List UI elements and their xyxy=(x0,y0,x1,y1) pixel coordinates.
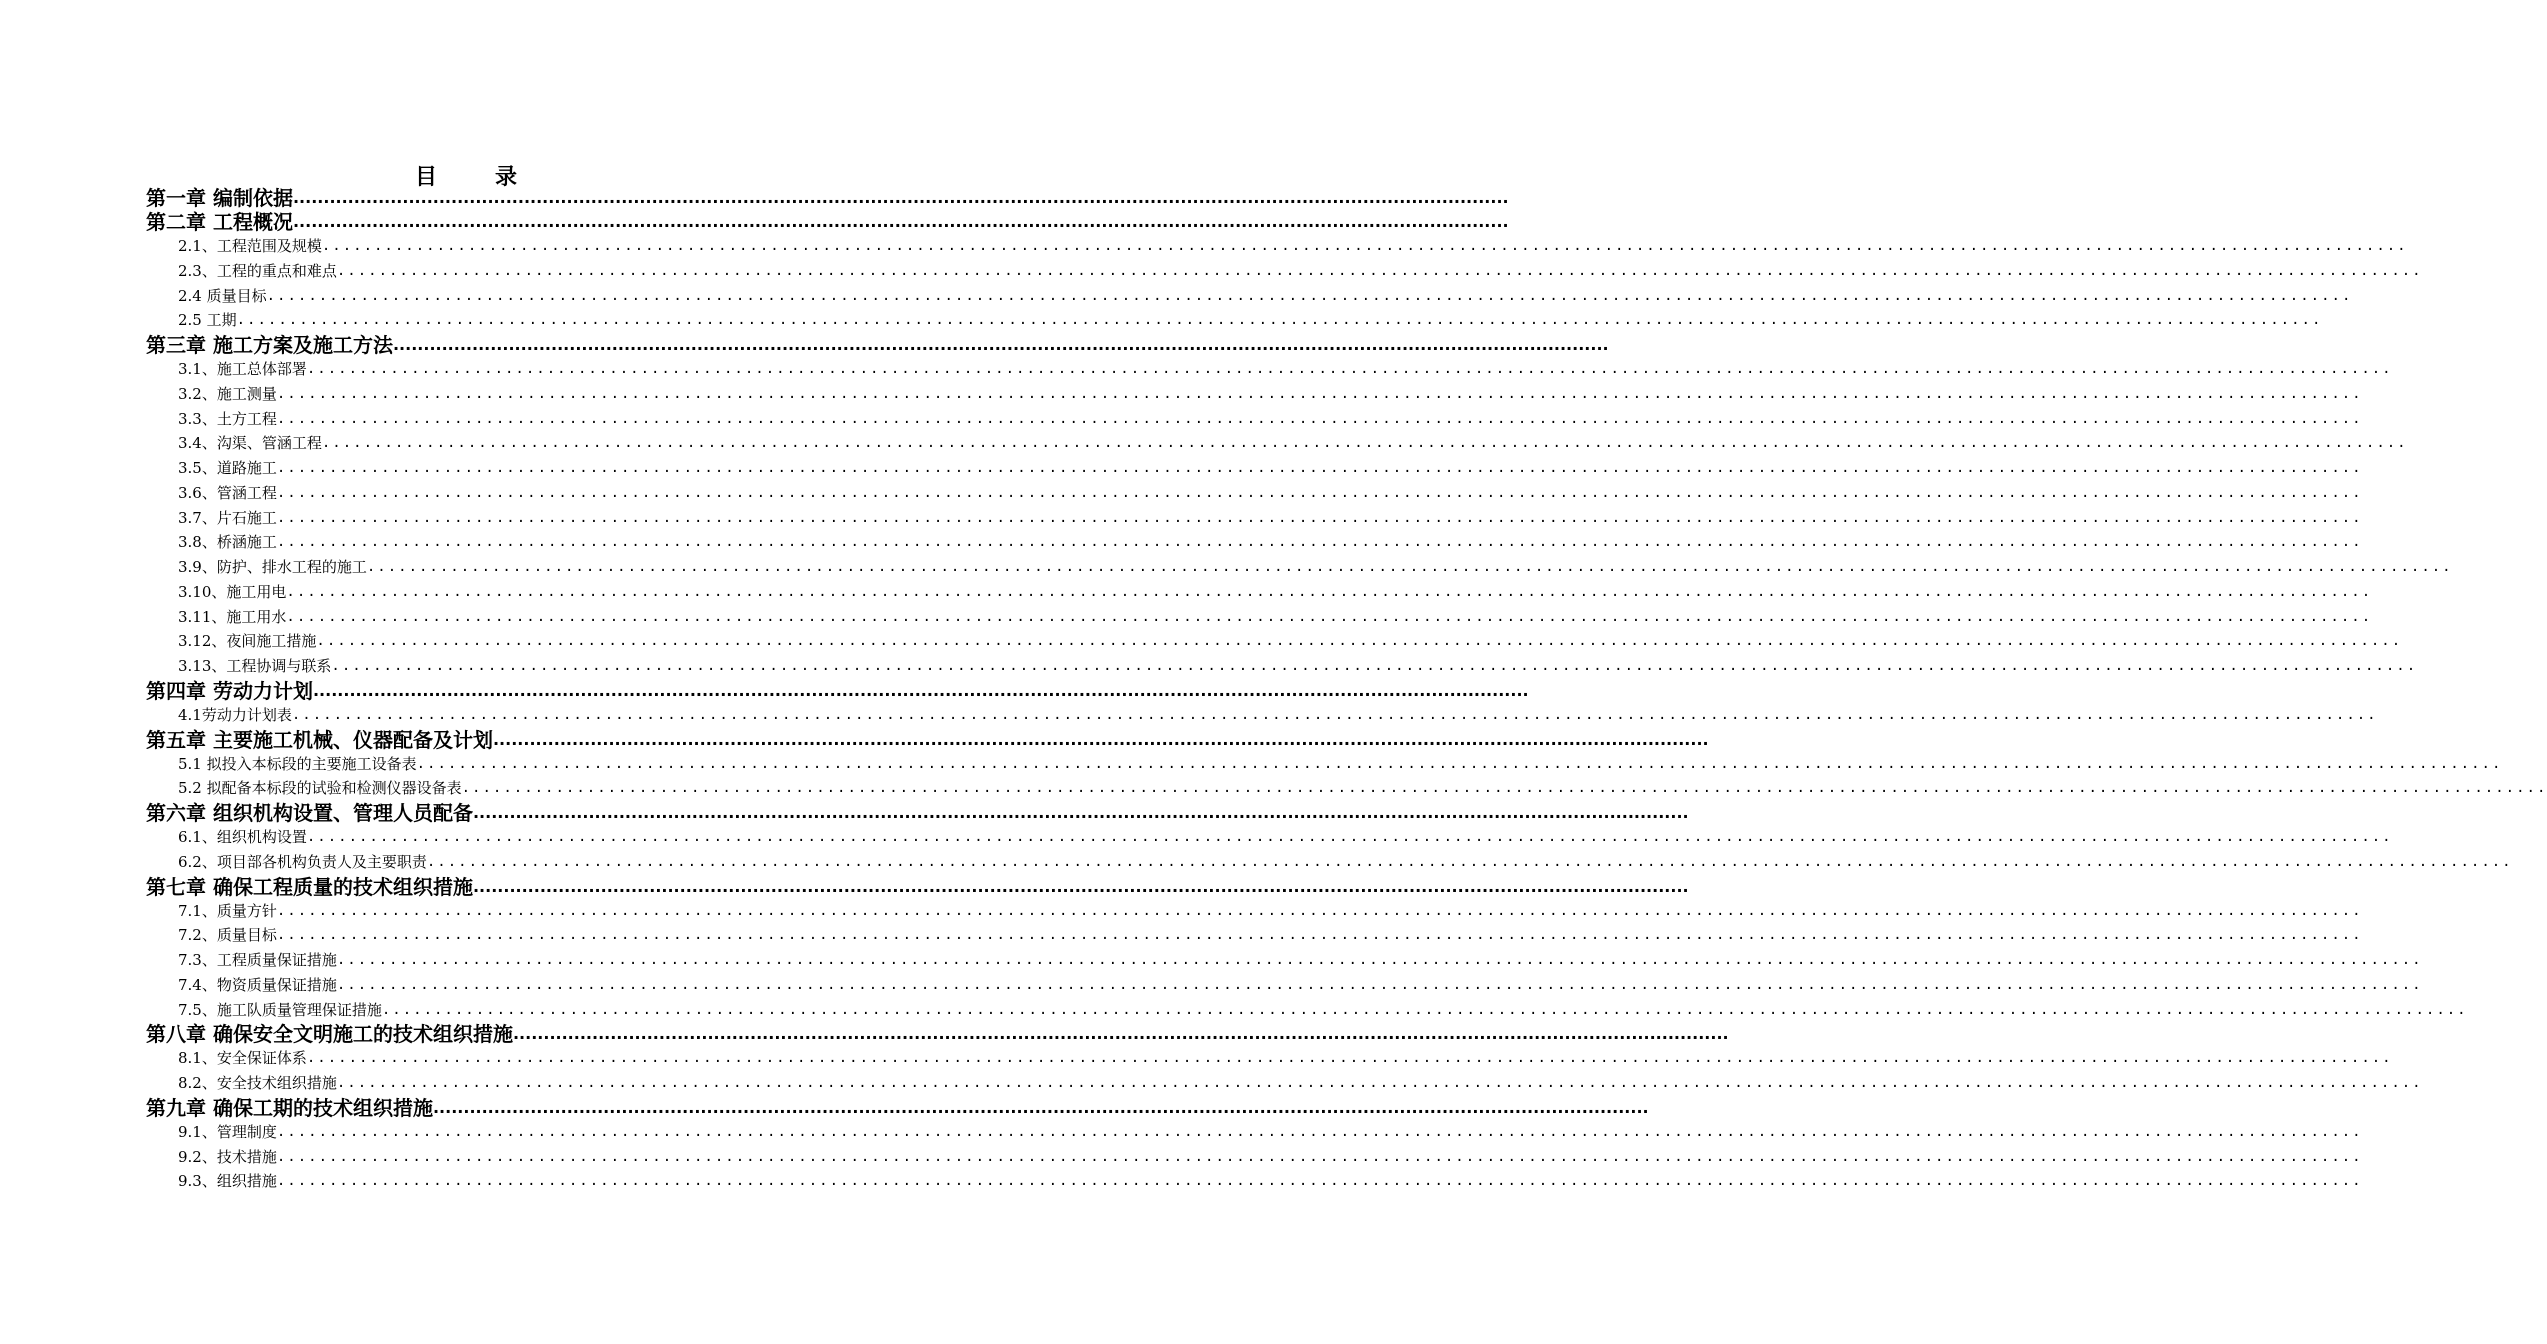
dot-leader: ........................................................................................................................................................................................................ xyxy=(276,460,2363,476)
toc-entry-label: 7.1、质量方针 xyxy=(178,901,277,920)
toc-entry-label: 2.5 工期 xyxy=(178,311,237,330)
dot-leader: ........................................................................................................................................................................................................ xyxy=(381,1001,2468,1018)
toc-section-entry[interactable] xyxy=(146,308,2323,333)
toc-entry-label: 2.3、工程的重点和难点 xyxy=(178,261,337,280)
dot-leader: ........................................................................................................................................................................................................ xyxy=(321,238,2408,254)
toc-entry-label: 5.1 拟投入本标段的主要施工设备表 xyxy=(178,754,417,773)
toc-entry-label: 7.3、工程质量保证措施 xyxy=(178,951,337,969)
toc-section-entry[interactable] xyxy=(146,431,2408,456)
toc-section-entry[interactable] xyxy=(146,654,2418,679)
dot-leader: ........................................................................................................................................................................................................ xyxy=(416,755,2503,772)
dot-leader: ........................................................................................................................................................................................................ xyxy=(276,534,2363,551)
dot-leader: ........................................................................................................................................................................................................ xyxy=(461,780,2547,797)
dot-leader: ........................................................................................................................................................................................................ xyxy=(266,287,2353,304)
toc-entry-label: 3.2、施工测量 xyxy=(178,384,277,403)
toc-chapter-entry[interactable] xyxy=(146,678,1529,703)
toc-entry-label: 9.3、组织措施 xyxy=(178,1172,277,1191)
dot-leader: ........................................................................................................................................................................................................ xyxy=(276,1173,2363,1190)
dot-leader: ........................................................................................................................................................................................................ xyxy=(472,803,1689,822)
dot-leader: ........................................................................................................................................................................................................ xyxy=(276,484,2363,501)
toc-entry-label: 第九章 确保工期的技术组织措施 xyxy=(146,1095,433,1120)
toc-section-entry[interactable] xyxy=(146,456,2363,481)
dot-leader: ........................................................................................................................................................................................................ xyxy=(292,212,1509,231)
toc-section-entry[interactable] xyxy=(146,629,2403,654)
dot-leader: ........................................................................................................................................................................................................ xyxy=(426,853,2513,870)
toc-entry-label: 第五章 主要施工机械、仪器配备及计划 xyxy=(146,727,493,752)
toc-entry-label: 第六章 组织机构设置、管理人员配备 xyxy=(146,801,473,825)
toc-chapter-entry[interactable] xyxy=(146,801,1689,825)
dot-leader: ........................................................................................................................................................................................................ xyxy=(366,559,2453,575)
toc-section-entry[interactable] xyxy=(146,1071,2423,1096)
toc-section-entry[interactable] xyxy=(146,703,2378,728)
dot-leader: ........................................................................................................................................................................................................ xyxy=(432,1097,1649,1117)
toc-section-entry[interactable] xyxy=(146,481,2363,506)
toc-entry-label: 第三章 施工方案及施工方法 xyxy=(146,333,393,357)
dot-leader: ........................................................................................................................................................................................................ xyxy=(276,927,2363,944)
toc-section-entry[interactable] xyxy=(146,234,2408,259)
toc-chapter-entry[interactable] xyxy=(146,1022,1729,1047)
toc-chapter-entry[interactable] xyxy=(146,1095,1649,1120)
toc-chapter-entry[interactable] xyxy=(146,727,1709,752)
toc-entry-label: 9.1、管理制度 xyxy=(178,1122,277,1141)
toc-entry-label: 第八章 确保安全文明施工的技术组织措施 xyxy=(146,1022,513,1047)
toc-entry-label: 4.1劳动力计划表 xyxy=(178,705,292,724)
toc-entry-label: 第七章 确保工程质量的技术组织措施 xyxy=(146,874,473,899)
toc-entry-label: 2.1、工程范围及规模 xyxy=(178,237,322,255)
dot-leader: ........................................................................................................................................................................................................ xyxy=(286,583,2373,600)
dot-leader: ........................................................................................................................................................................................................ xyxy=(236,312,2323,329)
toc-chapter-entry[interactable] xyxy=(146,210,1509,234)
dot-leader: ........................................................................................................................................................................................................ xyxy=(392,335,1609,354)
toc-entry-label: 3.1、施工总体部署 xyxy=(178,360,307,378)
dot-leader: ........................................................................................................................................................................................................ xyxy=(321,435,2408,452)
toc-section-entry[interactable] xyxy=(146,284,2353,309)
toc-entry-label: 3.5、道路施工 xyxy=(178,459,277,477)
toc-chapter-entry[interactable] xyxy=(146,874,1689,899)
dot-leader: ........................................................................................................................................................................................................ xyxy=(316,633,2403,650)
toc-entry-label: 3.11、施工用水 xyxy=(178,607,287,626)
toc-section-entry[interactable] xyxy=(146,1145,2363,1170)
toc-entry-label: 6.1、组织机构设置 xyxy=(178,828,307,846)
toc-entry-label: 3.10、施工用电 xyxy=(178,582,287,601)
toc-entry-label: 3.7、片石施工 xyxy=(178,508,277,527)
dot-leader: ........................................................................................................................................................................................................ xyxy=(306,361,2393,377)
dot-leader: ........................................................................................................................................................................................................ xyxy=(336,976,2423,993)
toc-section-entry[interactable] xyxy=(146,923,2363,948)
toc-entry-label: 7.4、物资质量保证措施 xyxy=(178,975,337,994)
toc-section-entry[interactable] xyxy=(146,776,2547,801)
dot-leader: ........................................................................................................................................................................................................ xyxy=(492,729,1709,749)
toc-entry-label: 6.2、项目部各机构负责人及主要职责 xyxy=(178,852,427,871)
dot-leader: ........................................................................................................................................................................................................ xyxy=(336,1075,2423,1091)
toc-section-entry[interactable] xyxy=(146,899,2363,924)
toc-entry-label: 3.13、工程协调与联系 xyxy=(178,657,332,675)
toc-section-entry[interactable] xyxy=(146,973,2423,998)
dot-leader: ........................................................................................................................................................................................................ xyxy=(276,1148,2363,1165)
toc-entry-label: 9.2、技术措施 xyxy=(178,1147,277,1166)
toc-section-entry[interactable] xyxy=(146,1169,2363,1194)
toc-entry-label: 7.2、质量目标 xyxy=(178,926,277,945)
dot-leader: ........................................................................................................................................................................................................ xyxy=(276,509,2363,526)
toc-section-entry[interactable] xyxy=(146,407,2363,432)
table-of-contents xyxy=(146,186,2547,1194)
toc-section-entry[interactable] xyxy=(146,580,2373,605)
toc-section-entry[interactable] xyxy=(146,948,2423,973)
dot-leader: ........................................................................................................................................................................................................ xyxy=(336,952,2423,968)
toc-section-entry[interactable] xyxy=(146,530,2363,555)
toc-entry-label: 2.4 质量目标 xyxy=(178,286,267,305)
dot-leader: ........................................................................................................................................................................................................ xyxy=(276,1123,2363,1140)
dot-leader: ........................................................................................................................................................................................................ xyxy=(306,1050,2393,1067)
dot-leader: ........................................................................................................................................................................................................ xyxy=(291,706,2378,723)
toc-entry-label: 3.6、管涵工程 xyxy=(178,483,277,502)
toc-section-entry[interactable] xyxy=(146,506,2363,531)
toc-section-entry[interactable] xyxy=(146,259,2423,284)
toc-section-entry[interactable] xyxy=(146,998,2468,1023)
toc-entry-label: 5.2 拟配备本标段的试验和检测仪器设备表 xyxy=(178,779,462,798)
dot-leader: ........................................................................................................................................................................................................ xyxy=(276,385,2363,402)
toc-section-entry[interactable] xyxy=(146,1046,2393,1071)
dot-leader: ........................................................................................................................................................................................................ xyxy=(276,410,2363,427)
toc-entry-label: 第一章 编制依据 xyxy=(146,186,293,210)
dot-leader: ........................................................................................................................................................................................................ xyxy=(331,658,2418,674)
toc-section-entry[interactable] xyxy=(146,752,2503,777)
toc-entry-label: 第四章 劳动力计划 xyxy=(146,678,313,703)
toc-section-entry[interactable] xyxy=(146,825,2393,850)
dot-leader: ........................................................................................................................................................................................................ xyxy=(306,829,2393,845)
toc-section-entry[interactable] xyxy=(146,382,2363,407)
dot-leader: ........................................................................................................................................................................................................ xyxy=(292,188,1509,207)
toc-section-entry[interactable] xyxy=(146,605,2373,630)
dot-leader: ........................................................................................................................................................................................................ xyxy=(336,262,2423,279)
dot-leader: ........................................................................................................................................................................................................ xyxy=(286,608,2373,625)
toc-entry-label: 3.9、防护、排水工程的施工 xyxy=(178,558,367,576)
dot-leader: ........................................................................................................................................................................................................ xyxy=(312,680,1529,700)
toc-entry-label: 8.2、安全技术组织措施 xyxy=(178,1074,337,1092)
toc-section-entry[interactable] xyxy=(146,1120,2363,1145)
toc-chapter-entry[interactable] xyxy=(146,333,1609,357)
toc-entry-label: 3.4、沟渠、管涵工程 xyxy=(178,434,322,453)
toc-entry-label: 3.12、夜间施工措施 xyxy=(178,632,317,651)
toc-chapter-entry[interactable] xyxy=(146,186,1509,210)
toc-entry-label: 7.5、施工队质量管理保证措施 xyxy=(178,1000,382,1019)
toc-section-entry[interactable] xyxy=(146,357,2393,382)
toc-title: 目 录 xyxy=(414,164,535,190)
dot-leader: ........................................................................................................................................................................................................ xyxy=(472,876,1689,896)
dot-leader: ........................................................................................................................................................................................................ xyxy=(512,1024,1729,1044)
toc-entry-label: 第二章 工程概况 xyxy=(146,210,293,234)
toc-section-entry[interactable] xyxy=(146,850,2513,875)
dot-leader: ........................................................................................................................................................................................................ xyxy=(276,902,2363,919)
toc-entry-label: 3.8、桥涵施工 xyxy=(178,533,277,552)
toc-section-entry[interactable] xyxy=(146,555,2453,580)
toc-entry-label: 3.3、土方工程 xyxy=(178,409,277,428)
toc-entry-label: 8.1、安全保证体系 xyxy=(178,1049,307,1068)
